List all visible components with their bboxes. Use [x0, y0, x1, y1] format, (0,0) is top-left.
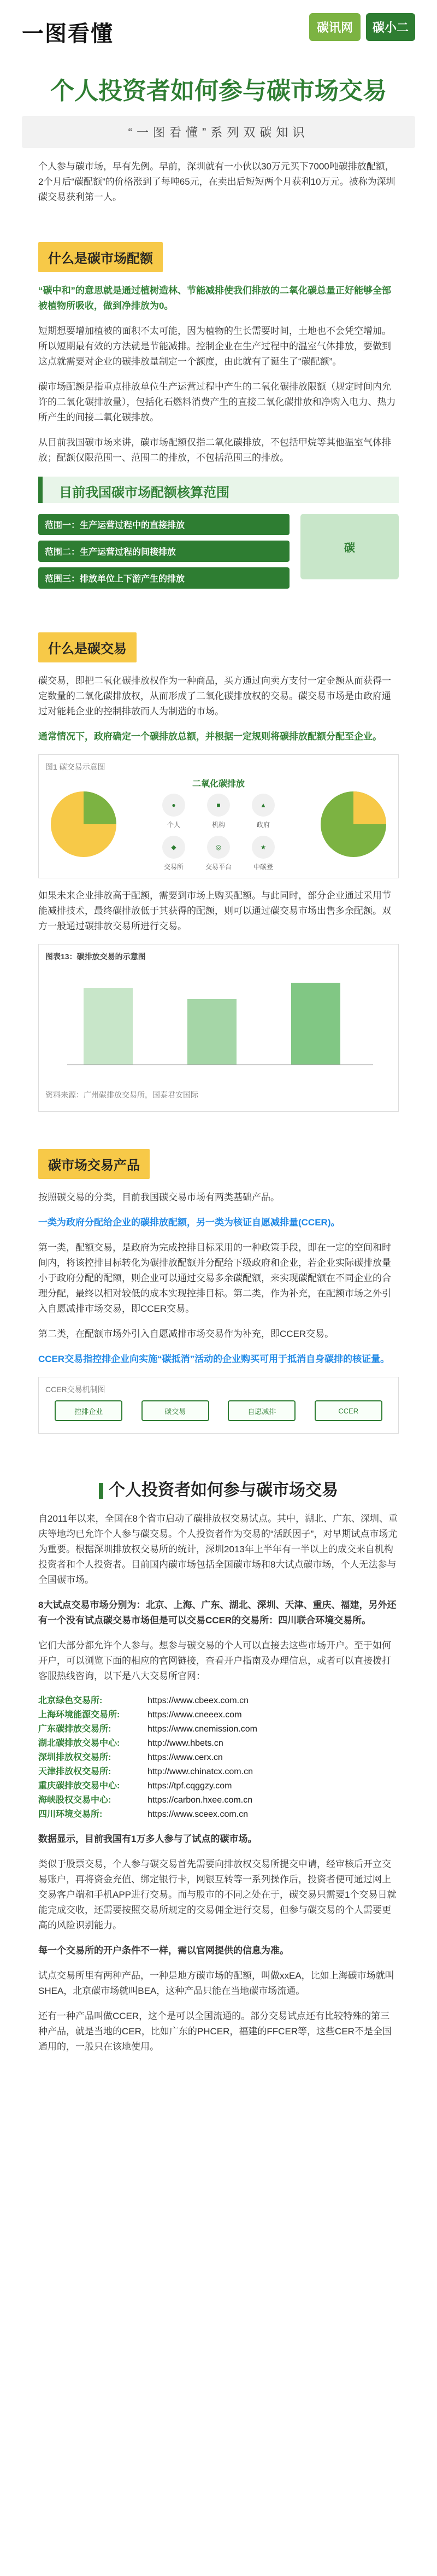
icon-registry: [244, 836, 282, 871]
link-row[interactable]: [38, 1722, 399, 1736]
link-row[interactable]: [38, 1708, 399, 1722]
tanxun-logo: 碳讯网: [309, 13, 361, 41]
flow-row: [45, 1400, 392, 1421]
link-row[interactable]: [38, 1694, 399, 1708]
icon-label: 中碳登: [253, 863, 273, 871]
paragraph-eight-pilots: 8大试点交易市场分别为：北京、上海、广东、湖北、深圳、天津、重庆、福建，另外还有一个没有试点碳交易市场但是可以交易CCER的交易所：四川联合环境交易所。: [38, 1600, 397, 1626]
section-tag: 什么是碳交易: [38, 632, 137, 662]
scope-title-bar: [38, 477, 399, 503]
center-icons: [155, 777, 282, 871]
icon-label: 交易平台: [205, 863, 232, 871]
paragraph-pilot-history: 自2011年以来，全国在8个省市启动了碳排放权交易试点。其中，湖北、广东、深圳、重庆等地均已允许个人参与碳交易。个人投资者作为交易的“活跃因子”，对早期试点市场尤为重要。根据深圳排放权交易所的统计，深圳2013年上半年有一半以上的成交来自机构投资者和个人投资者。目前国内碳市场包括全国碳市场和8大试点碳市场，个人无法参与全国碳市场。: [38, 1513, 398, 1585]
icon-person: [155, 794, 193, 829]
left-pie: [45, 786, 122, 862]
trading-diagram: [38, 754, 399, 878]
link-row[interactable]: [38, 1751, 399, 1765]
icon-label: 政府: [256, 821, 270, 829]
building-icon: ■: [207, 794, 230, 817]
link-row[interactable]: [38, 1736, 399, 1751]
paragraph-trading-definition: 碳交易，即把二氧化碳排放权作为一种商品，买方通过向卖方支付一定金额从而获得一定数量的二氧化碳排放权，从而形成了二氧化碳排放权的交易。碳交易市场是由政府通过对能耗企业的控制排放而人为制造的市场。: [38, 676, 391, 717]
flow-node-3: 自愿减排: [228, 1400, 296, 1421]
icon-platform: [199, 836, 238, 871]
title-text: 个人投资者如何参与碳市场交易: [109, 1481, 338, 1499]
bar-right: [291, 983, 340, 1065]
link-url[interactable]: https://carbon.hxee.com.cn: [147, 1795, 253, 1805]
header: [0, 0, 437, 66]
icon-exchange: [155, 836, 193, 871]
paragraph-open-account: 它们大部分都允许个人参与。想参与碳交易的个人可以直接去这些市场开户。至于如何开户，可以浏览下面的相应的官网链接，查看开户指南及办理信息，或者可以直接拨打客服热线咨询，以下是八大交易所官网：: [38, 1640, 391, 1681]
section-tag: 什么是碳市场配额: [38, 242, 163, 272]
scope-item-2: 范围二：生产运营过程的间接排放: [38, 541, 290, 562]
exchange-links: [38, 1694, 399, 1822]
intro-paragraph: 个人参与碳市场，早有先例。早前，深圳就有一小伙以30万元买下7000吨碳排放配额，2个月后“碳配额”的价格涨到了每吨65元，在卖出后短短两个月获利10万元。被称为深圳碳交易获利第一人。: [38, 161, 395, 202]
link-row[interactable]: [38, 1808, 399, 1822]
bar-left: [84, 988, 133, 1065]
individual-title: [38, 1476, 399, 1500]
paragraph-quota-definition: 碳市场配额是指重点排放单位生产运营过程中产生的二氧化碳排放限额（规定时间内允许的二氧化碳排放量），包括化石燃料消费产生的直接二氧化碳排放和净购入电力、热力所产生的间接二氧化碳排放。: [38, 382, 396, 423]
paragraph-short-term: 短期想要增加植被的面积不太可能，因为植物的生长需要时间，土地也不会凭空增加。所以短期最有效的方法就是节能减排。控制企业在生产过程中的温室气体排放，要做到这点就需要对企业的碳排放量制定一个额度，由此就有了诞生了“碳配额”。: [38, 326, 391, 367]
flow-node-1: 控排企业: [55, 1400, 122, 1421]
platform-icon: ◎: [207, 836, 230, 859]
center-label: 二氧化碳排放: [192, 779, 245, 789]
link-url[interactable]: https://www.cerx.cn: [147, 1753, 223, 1762]
section-tag: 碳市场交易产品: [38, 1149, 150, 1179]
icon-gov: [244, 794, 282, 829]
chart-source: 资料来源：广州碳排放交易所，国泰君安国际: [45, 1090, 198, 1099]
figure-caption: 图1 碳交易示意图: [45, 762, 105, 771]
link-name: 上海环境能源交易所:: [38, 1710, 120, 1720]
link-url[interactable]: https://www.cbeex.com.cn: [147, 1696, 249, 1705]
scope-item-1: 范围一：生产运营过程中的直接排放: [38, 514, 290, 535]
paragraph-ccer-definition: CCER交易指控排企业向实施“碳抵消”活动的企业购买可用于抵消自身碳排的核证量。: [38, 1354, 390, 1364]
paragraph-buy-sell: 如果未来企业排放高于配额，需要到市场上购买配额。与此同时，部分企业通过采用节能减排技术，最终碳排放低于其获得的配额，则可以通过碳交易市场出售多余配额。双方一般通过碳排放交易所进行交易。: [38, 890, 391, 931]
brand-logos: [309, 13, 415, 41]
link-url[interactable]: https://www.cnemission.com: [147, 1724, 257, 1734]
registry-icon: ★: [252, 836, 275, 859]
link-row[interactable]: [38, 1779, 399, 1793]
brand-title: 一图看懂: [22, 22, 114, 46]
link-url[interactable]: http://www.chinatcx.com.cn: [147, 1767, 253, 1776]
paragraph-ccer-products: 还有一种产品叫做CCER，这个是可以全国流通的。部分交易试点还有比较特殊的第三种产品，就是当地的CER，比如广东的PHCER，福建的FFCER等，这些CER不是全国通用的，一般只在该地使用。: [38, 2011, 392, 2052]
subtitle-banner: “一图看懂”系列双碳知识: [22, 116, 415, 148]
paragraph-scope-note: 从目前我国碳市场来讲，碳市场配额仅指二氧化碳排放，不包括甲烷等其他温室气体排放；配额仅限范围一、范围二的排放，不包括范围三的排放。: [38, 437, 391, 463]
tanxiaoer-logo: 碳小二: [366, 13, 415, 41]
flow-node-4: CCER: [315, 1400, 382, 1421]
icon-label: 交易所: [163, 863, 184, 871]
paragraph-conditions: 每一个交易所的开户条件不一样，需以官网提供的信息为准。: [38, 1945, 289, 1956]
section-products: [0, 1132, 437, 1454]
link-name: 湖北碳排放交易中心:: [38, 1739, 120, 1748]
right-pie: [315, 786, 392, 862]
link-name: 海峡股权交易中心:: [38, 1795, 111, 1805]
link-url[interactable]: https://www.cneeex.com: [147, 1710, 242, 1720]
intro-section: [0, 148, 437, 226]
chart-title: 图表13：碳排放交易的示意图: [45, 952, 146, 961]
paragraph-local-products: 试点交易所里有两种产品，一种是地方碳市场的配额，叫做xxEA，比如上海碳市场就叫SHEA，北京碳市场就叫BEA，这种产品只能在当地碳市场流通。: [38, 1970, 394, 1996]
person-icon: ●: [162, 794, 185, 817]
scope-image: 碳: [300, 514, 399, 579]
icon-label: 机构: [211, 821, 225, 829]
main-title: 个人投资者如何参与碳市场交易: [50, 78, 387, 104]
icon-org: [199, 794, 238, 829]
link-url[interactable]: https://tpf.cqggzy.com: [147, 1781, 232, 1791]
government-icon: ▲: [252, 794, 275, 817]
paragraph-two-types: 一类为政府分配给企业的碳排放配额，另一类为核证自愿减排量(CCER)。: [38, 1217, 340, 1228]
scope-title: 目前我国碳市场配额核算范围: [59, 485, 229, 500]
link-name: 四川环境交易所:: [38, 1810, 103, 1819]
section-carbon-trading: [0, 616, 437, 1132]
icons-grid: [155, 794, 282, 871]
paragraph-carbon-neutral: “碳中和”的意思就是通过植树造林、节能减排使我们排放的二氧化碳总量正好能够全部被植物所吸收，做到净排放为0。: [38, 285, 391, 311]
paragraph-quota-trading: 第一类，配额交易，是政府为完成控排目标采用的一种政策手段，即在一定的空间和时间内，将该控排目标转化为碳排放配额并分配给下级政府和企业，若企业实际碳排放量小于政府分配的配额，则企业可以通过交易多余碳配额，来实现碳配额在不同企业的合理分配，最终以相对较低的成本实现控排目标。第二类，作为补充，在配额市场之外引入自愿减排市场交易，即CCER交易。: [38, 1242, 391, 1314]
trading-chart: [38, 944, 399, 1112]
paragraph-government-total: 通常情况下，政府确定一个碳排放总额，并根据一定规则将碳排放配额分配至企业。: [38, 731, 382, 742]
bar-middle: [187, 999, 237, 1065]
flow-node-2: 碳交易: [141, 1400, 209, 1421]
chart-svg: [45, 966, 384, 1087]
link-row[interactable]: [38, 1765, 399, 1779]
pie-wrap: [45, 777, 392, 871]
icon-label: 个人: [167, 821, 180, 829]
paragraph-ccer-intro: 第二类，在配额市场外引入自愿减排市场交易作为补充，即CCER交易。: [38, 1329, 334, 1339]
link-url[interactable]: https://www.sceex.com.cn: [147, 1810, 249, 1819]
link-name: 广东碳排放交易所:: [38, 1724, 111, 1734]
exchange-icon: ◆: [162, 836, 185, 859]
paragraph-products-intro: 按照碳交易的分类，目前我国碳交易市场有两类基础产品。: [38, 1192, 280, 1202]
paragraph-stock-like: 类似于股票交易，个人参与碳交易首先需要向排放权交易所提交申请，经审核后开立交易账户，再将资金充值、绑定银行卡，网银互转等一系列操作后，投资者便可通过网上交易客户端和手机APP进行交易。而与股市的不同之处在于，碳交易只需要1个交易日就能完成交收，还需要按照交易所规定的交易佣金进行交易，但参与碳交易的个人需要更高的风险识别能力。: [38, 1859, 397, 1930]
section-individual: [0, 1454, 437, 2075]
paragraph-participants: 数据显示，目前我国有1万多人参与了试点的碳市场。: [38, 1834, 257, 1844]
link-name: 北京绿色交易所:: [38, 1696, 103, 1705]
link-name: 重庆碳排放交易中心:: [38, 1781, 120, 1791]
scope-box: [38, 514, 399, 594]
ccer-diagram: [38, 1377, 399, 1434]
title-bar: [99, 1483, 103, 1499]
scope-items: [38, 514, 290, 594]
link-url[interactable]: http://www.hbets.cn: [147, 1739, 223, 1748]
link-name: 深圳排放权交易所:: [38, 1753, 111, 1762]
link-name: 天津排放权交易所:: [38, 1767, 111, 1776]
diagram-caption: CCER交易机制图: [45, 1385, 105, 1394]
section-carbon-quota: [0, 226, 437, 616]
link-row[interactable]: [38, 1793, 399, 1808]
scope-item-3: 范围三：排放单位上下游产生的排放: [38, 567, 290, 589]
